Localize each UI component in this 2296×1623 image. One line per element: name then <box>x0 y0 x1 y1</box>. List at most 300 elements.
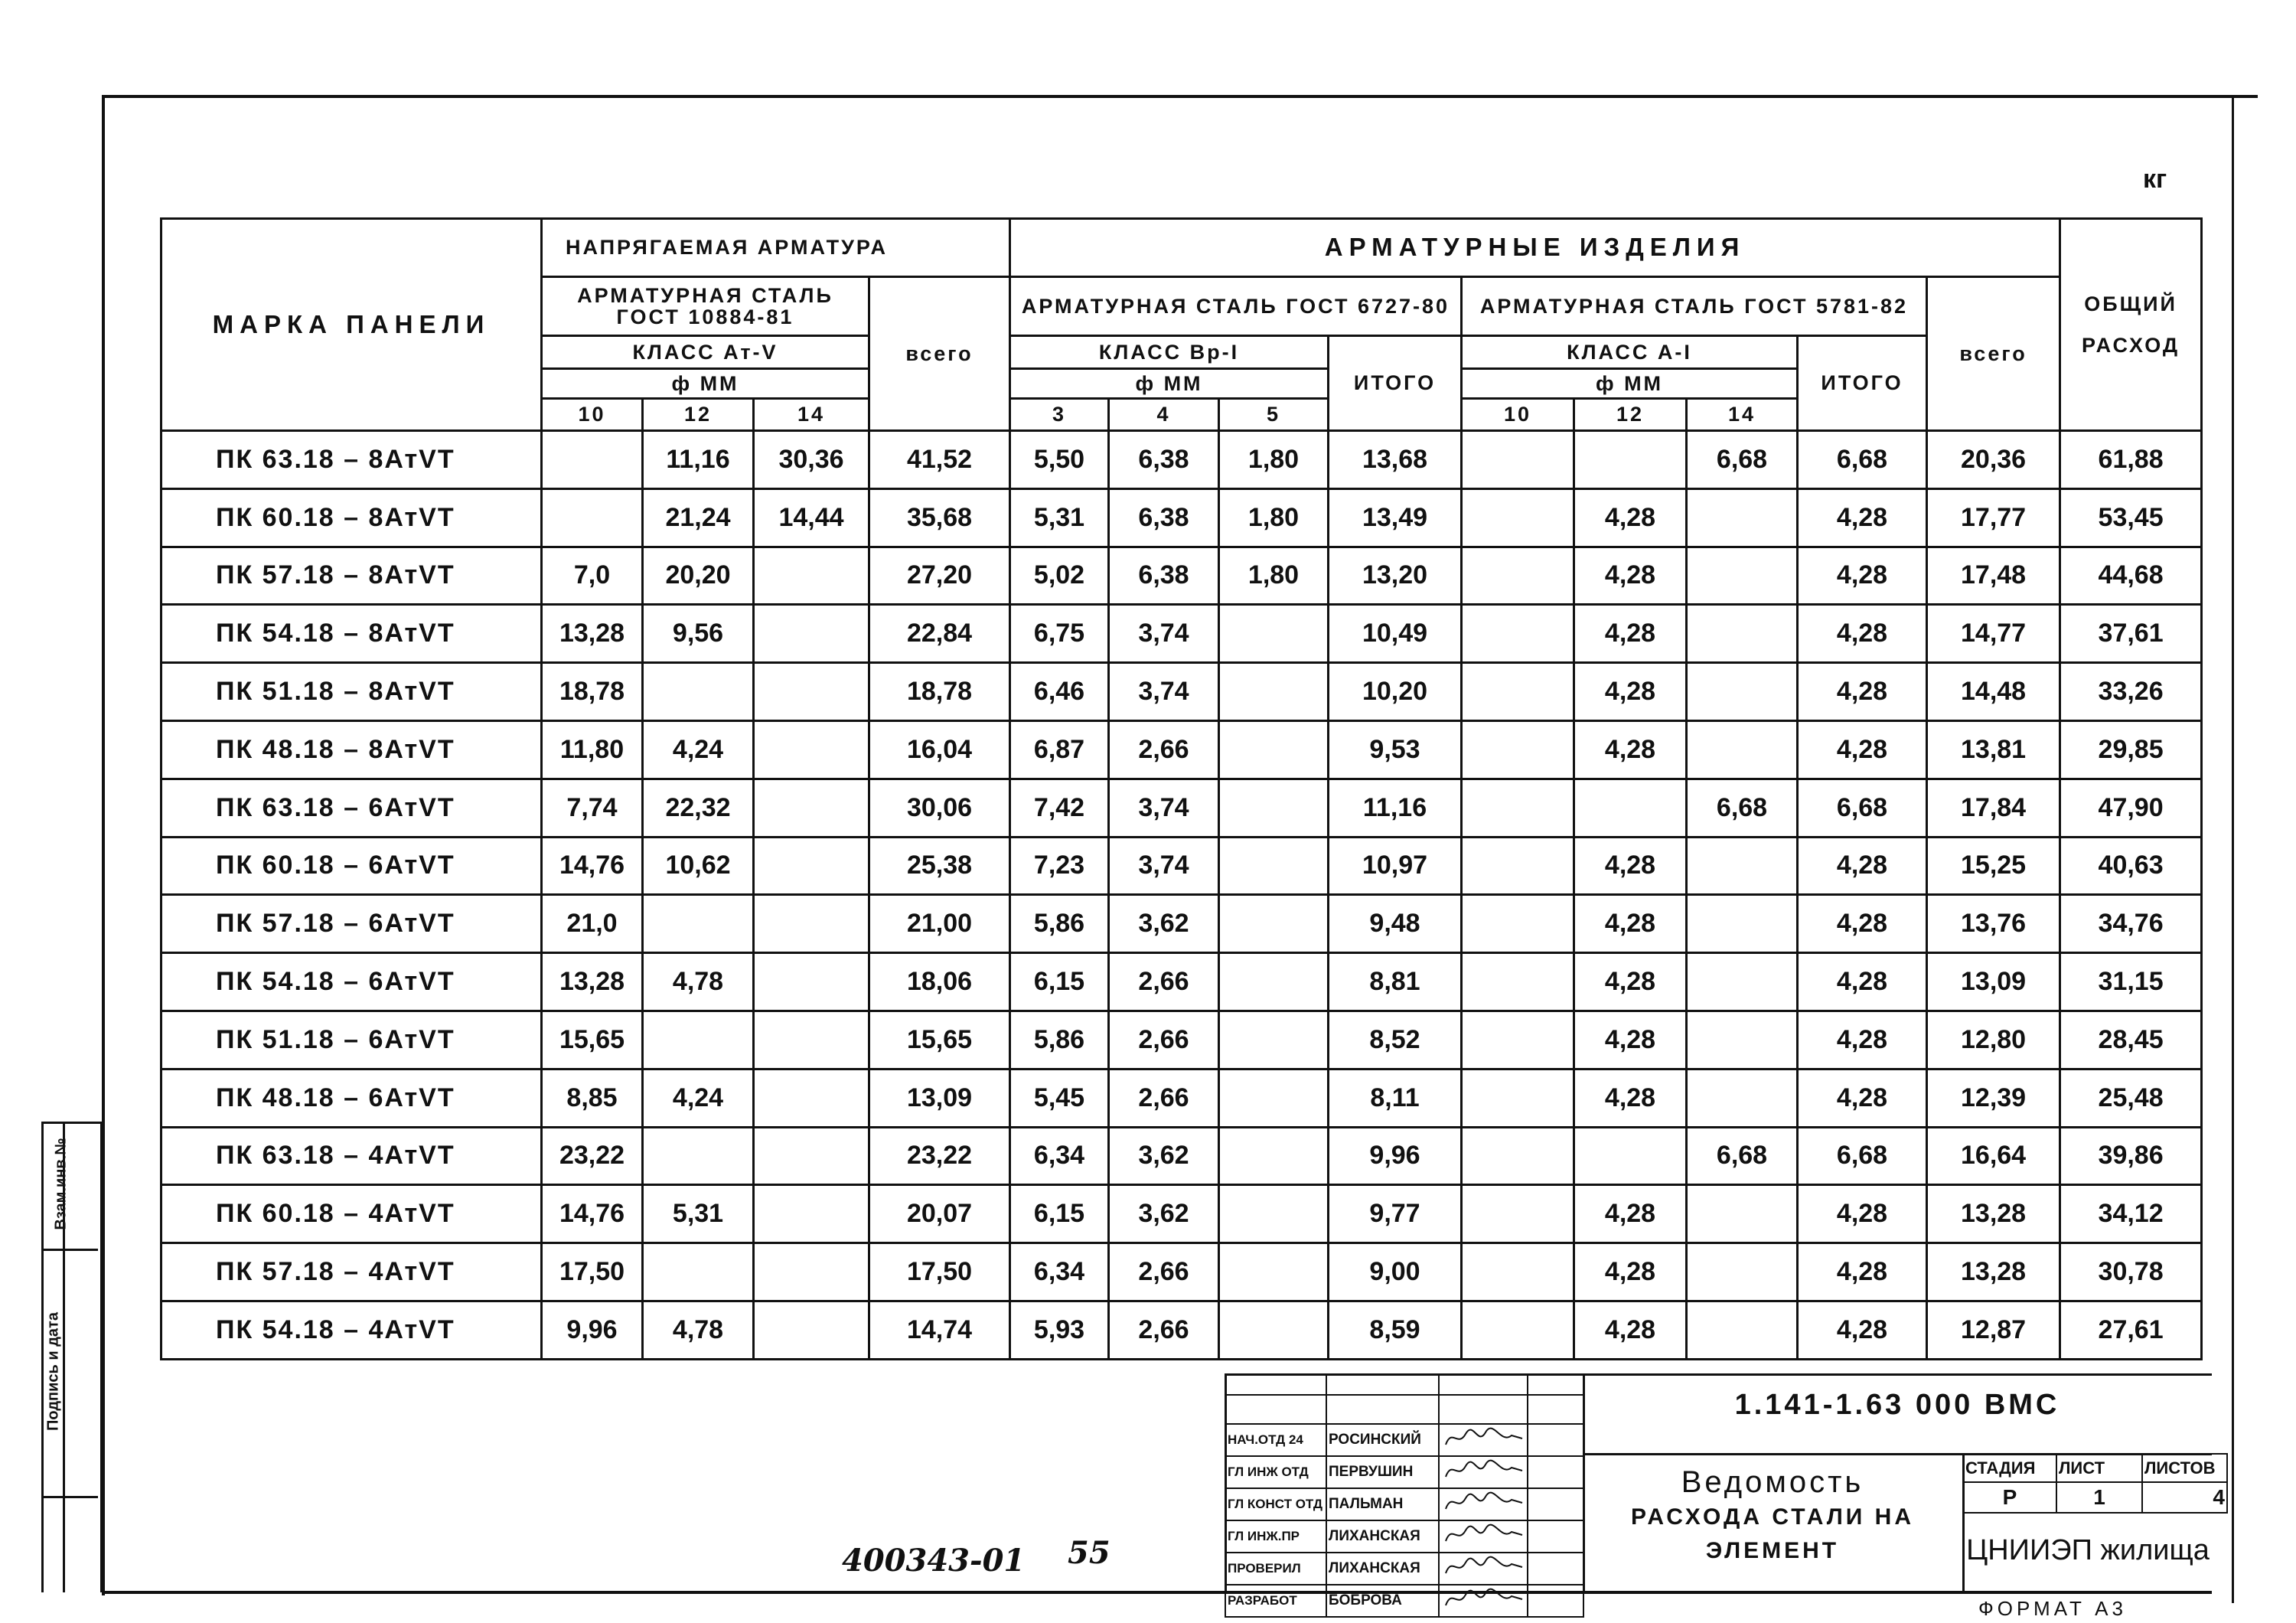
table-row <box>161 1301 2202 1359</box>
value-cell: 41,52 <box>869 431 1010 489</box>
value-cell: 6,75 <box>1010 605 1109 663</box>
signature-name: ЛИХАНСКАЯ <box>1326 1520 1439 1553</box>
panel-mark-cell: ПК 63.18 – 4АтVТ <box>161 1127 542 1185</box>
header-diam: 14 <box>754 399 869 431</box>
panel-mark-cell: ПК 48.18 – 6АтVТ <box>161 1069 542 1127</box>
signature-row <box>1225 1585 1583 1617</box>
value-cell <box>1219 1127 1329 1185</box>
table-row <box>161 1069 2202 1127</box>
value-cell <box>1462 1011 1574 1069</box>
value-cell <box>1687 547 1798 605</box>
value-cell: 2,66 <box>1109 720 1219 779</box>
table-row <box>161 953 2202 1011</box>
signature-role: ГЛ КОНСТ ОТД <box>1225 1488 1326 1520</box>
value-cell: 6,15 <box>1010 1185 1109 1243</box>
handwritten-signature <box>1439 1424 1528 1456</box>
table-row <box>161 663 2202 721</box>
value-cell: 9,48 <box>1329 895 1462 953</box>
side-stamp-divider <box>41 1496 98 1498</box>
value-cell <box>643 895 754 953</box>
signature-role: ГЛ ИНЖ ОТД <box>1225 1456 1326 1488</box>
value-cell <box>754 1011 869 1069</box>
document-code: 1.141-1.63 000 ВМС <box>1734 1389 2060 1421</box>
signature-row <box>1225 1456 1583 1488</box>
value-cell: 4,28 <box>1798 605 1927 663</box>
value-cell: 23,22 <box>869 1127 1010 1185</box>
header-diam: 5 <box>1219 399 1329 431</box>
unit-label: кг <box>2143 165 2167 194</box>
value-cell: 3,62 <box>1109 1185 1219 1243</box>
value-cell: 4,28 <box>1574 1069 1687 1127</box>
panel-mark-cell: ПК 54.18 – 8АтVТ <box>161 605 542 663</box>
value-cell: 20,20 <box>643 547 754 605</box>
handwritten-signature <box>1439 1456 1528 1488</box>
value-cell: 4,28 <box>1574 1243 1687 1301</box>
value-cell <box>1219 1069 1329 1127</box>
value-cell <box>1687 895 1798 953</box>
value-cell <box>1219 605 1329 663</box>
value-cell <box>1687 1301 1798 1359</box>
value-cell: 53,45 <box>2060 488 2202 547</box>
signature-date <box>1528 1520 1583 1553</box>
header-diam: 14 <box>1687 399 1798 431</box>
panel-mark-cell: ПК 54.18 – 4АтVТ <box>161 1301 542 1359</box>
value-cell: 12,80 <box>1927 1011 2060 1069</box>
value-cell <box>1462 837 1574 895</box>
signature-date <box>1528 1553 1583 1585</box>
value-cell: 20,07 <box>869 1185 1010 1243</box>
value-cell: 9,96 <box>1329 1127 1462 1185</box>
value-cell: 22,84 <box>869 605 1010 663</box>
value-cell: 34,12 <box>2060 1185 2202 1243</box>
value-cell <box>1219 895 1329 953</box>
value-cell <box>1462 1243 1574 1301</box>
value-cell: 7,74 <box>542 779 643 837</box>
value-cell: 6,87 <box>1010 720 1109 779</box>
handwritten-inv-number: 400343-01 <box>842 1543 1026 1579</box>
header-prestressed: НАПРЯГАЕМАЯ АРМАТУРА <box>542 219 1010 277</box>
value-cell: 10,62 <box>643 837 754 895</box>
value-cell: 16,64 <box>1927 1127 2060 1185</box>
signature-name: ПАЛЬМАН <box>1326 1488 1439 1520</box>
value-cell: 8,81 <box>1329 953 1462 1011</box>
value-cell: 13,20 <box>1329 547 1462 605</box>
value-cell: 4,28 <box>1798 547 1927 605</box>
value-cell <box>754 837 869 895</box>
value-cell: 3,74 <box>1109 779 1219 837</box>
value-cell: 2,66 <box>1109 953 1219 1011</box>
panel-mark-cell: ПК 60.18 – 8АтVТ <box>161 488 542 547</box>
value-cell: 4,24 <box>643 720 754 779</box>
value-cell: 29,85 <box>2060 720 2202 779</box>
value-cell <box>1462 547 1574 605</box>
value-cell: 5,31 <box>1010 488 1109 547</box>
value-cell <box>754 1069 869 1127</box>
panel-mark-cell: ПК 57.18 – 4АтVТ <box>161 1243 542 1301</box>
header-total-prestressed: всего <box>869 277 1010 431</box>
value-cell <box>1687 605 1798 663</box>
organization-name: ЦНИИЭП жилища <box>1966 1534 2210 1566</box>
side-stamp-sign-date: Подпись и дата <box>44 1312 62 1431</box>
value-cell: 8,11 <box>1329 1069 1462 1127</box>
value-cell: 5,86 <box>1010 895 1109 953</box>
document-title-line3: ЭЛЕМЕНТ <box>1705 1538 1840 1563</box>
table-row <box>161 1185 2202 1243</box>
header-phi-at: ф ММ <box>542 369 869 399</box>
value-cell: 4,28 <box>1798 1243 1927 1301</box>
panel-mark-cell: ПК 63.18 – 8АтVТ <box>161 431 542 489</box>
value-cell: 8,85 <box>542 1069 643 1127</box>
value-cell <box>1687 1011 1798 1069</box>
table-row <box>161 779 2202 837</box>
value-cell: 44,68 <box>2060 547 2202 605</box>
signature-row <box>1225 1488 1583 1520</box>
value-cell: 4,28 <box>1798 1185 1927 1243</box>
value-cell: 11,80 <box>542 720 643 779</box>
header-class-bp: КЛАСС Вр-I <box>1010 336 1329 369</box>
header-phi-bp: ф ММ <box>1010 369 1329 399</box>
value-cell <box>643 1243 754 1301</box>
value-cell: 10,97 <box>1329 837 1462 895</box>
value-cell: 10,49 <box>1329 605 1462 663</box>
value-cell: 3,74 <box>1109 663 1219 721</box>
value-cell <box>1462 1127 1574 1185</box>
value-cell: 13,76 <box>1927 895 2060 953</box>
header-panel-mark: МАРКА ПАНЕЛИ <box>161 219 542 431</box>
value-cell: 9,96 <box>542 1301 643 1359</box>
value-cell: 61,88 <box>2060 431 2202 489</box>
value-cell <box>1219 953 1329 1011</box>
value-cell: 30,06 <box>869 779 1010 837</box>
value-cell: 18,78 <box>542 663 643 721</box>
header-diam: 10 <box>542 399 643 431</box>
value-cell <box>754 1243 869 1301</box>
title-block <box>1225 1373 2225 1620</box>
header-itogo-a: ИТОГО <box>1798 336 1927 431</box>
value-cell: 12,87 <box>1927 1301 2060 1359</box>
stage-value: Р <box>1963 1482 2056 1513</box>
value-cell: 4,28 <box>1574 663 1687 721</box>
value-cell <box>1574 1127 1687 1185</box>
value-cell: 17,48 <box>1927 547 2060 605</box>
value-cell: 13,81 <box>1927 720 2060 779</box>
header-diam: 3 <box>1010 399 1109 431</box>
format-label: ФОРМАТ А3 <box>1978 1597 2127 1620</box>
value-cell: 4,28 <box>1574 1185 1687 1243</box>
value-cell <box>1574 431 1687 489</box>
value-cell: 2,66 <box>1109 1011 1219 1069</box>
header-products: АРМАТУРНЫЕ ИЗДЕЛИЯ <box>1010 219 2060 277</box>
value-cell: 6,68 <box>1687 431 1798 489</box>
value-cell <box>754 1127 869 1185</box>
value-cell: 13,68 <box>1329 431 1462 489</box>
value-cell: 6,38 <box>1109 431 1219 489</box>
value-cell: 4,28 <box>1574 547 1687 605</box>
value-cell: 16,04 <box>869 720 1010 779</box>
sheet-value: 1 <box>2056 1482 2142 1513</box>
panel-mark-cell: ПК 57.18 – 8АтVТ <box>161 547 542 605</box>
value-cell: 39,86 <box>2060 1127 2202 1185</box>
signature-date <box>1528 1456 1583 1488</box>
value-cell: 6,68 <box>1687 779 1798 837</box>
header-grand-total: ОБЩИЙ РАСХОД <box>2060 219 2202 431</box>
value-cell <box>542 488 643 547</box>
document-title-line1: Ведомость <box>1681 1465 1864 1499</box>
signature-row <box>1225 1553 1583 1585</box>
value-cell: 22,32 <box>643 779 754 837</box>
side-stamp-divider <box>41 1249 98 1251</box>
value-cell <box>1219 720 1329 779</box>
value-cell <box>1687 663 1798 721</box>
value-cell <box>1462 895 1574 953</box>
value-cell: 4,28 <box>1798 953 1927 1011</box>
signature-role: ГЛ ИНЖ.ПР <box>1225 1520 1326 1553</box>
value-cell: 4,28 <box>1574 1301 1687 1359</box>
panel-mark-cell: ПК 60.18 – 6АтVТ <box>161 837 542 895</box>
stage-table <box>1962 1453 2228 1514</box>
header-steel-5781: АРМАТУРНАЯ СТАЛЬ ГОСТ 5781-82 <box>1462 277 1927 336</box>
value-cell: 25,48 <box>2060 1069 2202 1127</box>
value-cell: 34,76 <box>2060 895 2202 953</box>
value-cell: 6,15 <box>1010 953 1109 1011</box>
value-cell: 31,15 <box>2060 953 2202 1011</box>
value-cell: 4,28 <box>1798 837 1927 895</box>
value-cell <box>1219 1243 1329 1301</box>
value-cell <box>1462 1069 1574 1127</box>
value-cell: 25,38 <box>869 837 1010 895</box>
header-diam: 4 <box>1109 399 1219 431</box>
value-cell <box>542 431 643 489</box>
value-cell <box>1687 488 1798 547</box>
value-cell: 9,56 <box>643 605 754 663</box>
value-cell <box>754 663 869 721</box>
value-cell: 6,34 <box>1010 1127 1109 1185</box>
value-cell <box>1687 1185 1798 1243</box>
header-diam: 12 <box>643 399 754 431</box>
value-cell: 7,23 <box>1010 837 1109 895</box>
value-cell: 14,77 <box>1927 605 2060 663</box>
header-total-products: всего <box>1927 277 2060 431</box>
value-cell: 15,25 <box>1927 837 2060 895</box>
value-cell <box>1462 605 1574 663</box>
value-cell: 3,62 <box>1109 1127 1219 1185</box>
document-title <box>1583 1465 1962 1564</box>
signature-date <box>1528 1424 1583 1456</box>
table-row <box>161 1011 2202 1069</box>
handwritten-page: 55 <box>1068 1535 1110 1571</box>
value-cell: 27,20 <box>869 547 1010 605</box>
value-cell <box>1462 488 1574 547</box>
value-cell: 4,28 <box>1574 837 1687 895</box>
value-cell <box>1462 1301 1574 1359</box>
value-cell: 4,28 <box>1798 1011 1927 1069</box>
signature-date <box>1528 1488 1583 1520</box>
value-cell <box>754 1185 869 1243</box>
header-phi-a: ф ММ <box>1462 369 1798 399</box>
value-cell: 30,36 <box>754 431 869 489</box>
sheets-label: ЛИСТОВ <box>2142 1454 2227 1482</box>
header-steel-10884: АРМАТУРНАЯ СТАЛЬ ГОСТ 10884-81 <box>542 277 869 336</box>
value-cell: 4,28 <box>1574 605 1687 663</box>
table-row <box>161 488 2202 547</box>
handwritten-signature <box>1439 1488 1528 1520</box>
table-row <box>161 837 2202 895</box>
panel-mark-cell: ПК 60.18 – 4АтVТ <box>161 1185 542 1243</box>
header-class-a: КЛАСС А-I <box>1462 336 1798 369</box>
value-cell <box>1462 1185 1574 1243</box>
value-cell: 5,93 <box>1010 1301 1109 1359</box>
value-cell: 12,39 <box>1927 1069 2060 1127</box>
value-cell: 21,0 <box>542 895 643 953</box>
value-cell <box>1687 1243 1798 1301</box>
value-cell: 2,66 <box>1109 1301 1219 1359</box>
value-cell: 4,78 <box>643 1301 754 1359</box>
value-cell: 21,00 <box>869 895 1010 953</box>
value-cell: 20,36 <box>1927 431 2060 489</box>
signature-role: РАЗРАБОТ <box>1225 1585 1326 1617</box>
value-cell: 14,48 <box>1927 663 2060 721</box>
signature-name: ЛИХАНСКАЯ <box>1326 1553 1439 1585</box>
value-cell: 6,68 <box>1798 1127 1927 1185</box>
value-cell <box>1462 779 1574 837</box>
value-cell: 2,66 <box>1109 1243 1219 1301</box>
value-cell: 47,90 <box>2060 779 2202 837</box>
value-cell: 13,09 <box>1927 953 2060 1011</box>
value-cell: 11,16 <box>643 431 754 489</box>
value-cell: 6,68 <box>1798 779 1927 837</box>
value-cell: 4,28 <box>1798 1301 1927 1359</box>
header-itogo-bp: ИТОГО <box>1329 336 1462 431</box>
value-cell: 1,80 <box>1219 488 1329 547</box>
value-cell: 10,20 <box>1329 663 1462 721</box>
table-body <box>161 431 2202 1360</box>
value-cell: 13,28 <box>542 953 643 1011</box>
panel-mark-cell: ПК 63.18 – 6АтVТ <box>161 779 542 837</box>
value-cell: 4,78 <box>643 953 754 1011</box>
value-cell <box>754 720 869 779</box>
value-cell: 8,59 <box>1329 1301 1462 1359</box>
steel-consumption-table <box>160 217 2203 1360</box>
signature-role: ПРОВЕРИЛ <box>1225 1553 1326 1585</box>
value-cell: 6,68 <box>1687 1127 1798 1185</box>
value-cell: 4,24 <box>643 1069 754 1127</box>
value-cell: 14,74 <box>869 1301 1010 1359</box>
value-cell <box>754 547 869 605</box>
value-cell <box>1219 663 1329 721</box>
value-cell: 4,28 <box>1798 720 1927 779</box>
value-cell: 9,53 <box>1329 720 1462 779</box>
value-cell: 33,26 <box>2060 663 2202 721</box>
header-diam: 10 <box>1462 399 1574 431</box>
value-cell: 9,77 <box>1329 1185 1462 1243</box>
value-cell: 4,28 <box>1574 953 1687 1011</box>
value-cell: 17,50 <box>542 1243 643 1301</box>
value-cell <box>1462 720 1574 779</box>
value-cell <box>1462 431 1574 489</box>
frame-right-line <box>2232 95 2234 1603</box>
value-cell: 17,50 <box>869 1243 1010 1301</box>
panel-mark-cell: ПК 54.18 – 6АтVТ <box>161 953 542 1011</box>
value-cell: 13,49 <box>1329 488 1462 547</box>
value-cell: 37,61 <box>2060 605 2202 663</box>
value-cell: 17,77 <box>1927 488 2060 547</box>
panel-mark-cell: ПК 57.18 – 6АтVТ <box>161 895 542 953</box>
handwritten-signature <box>1439 1585 1528 1617</box>
value-cell <box>754 1301 869 1359</box>
panel-mark-cell: ПК 51.18 – 8АтVТ <box>161 663 542 721</box>
table-row <box>161 720 2202 779</box>
value-cell: 21,24 <box>643 488 754 547</box>
value-cell: 14,44 <box>754 488 869 547</box>
value-cell <box>1687 837 1798 895</box>
value-cell: 28,45 <box>2060 1011 2202 1069</box>
value-cell: 3,62 <box>1109 895 1219 953</box>
value-cell <box>643 1127 754 1185</box>
sheet-label: ЛИСТ <box>2056 1454 2142 1482</box>
value-cell: 4,28 <box>1574 488 1687 547</box>
value-cell: 4,28 <box>1574 1011 1687 1069</box>
value-cell: 4,28 <box>1798 895 1927 953</box>
handwritten-signature <box>1439 1553 1528 1585</box>
table-row <box>161 1127 2202 1185</box>
stage-label: СТАДИЯ <box>1963 1454 2056 1482</box>
value-cell <box>754 779 869 837</box>
value-cell: 13,28 <box>542 605 643 663</box>
value-cell: 3,74 <box>1109 837 1219 895</box>
value-cell: 7,42 <box>1010 779 1109 837</box>
value-cell: 2,66 <box>1109 1069 1219 1127</box>
value-cell: 5,31 <box>643 1185 754 1243</box>
value-cell: 35,68 <box>869 488 1010 547</box>
value-cell: 5,02 <box>1010 547 1109 605</box>
value-cell: 4,28 <box>1798 663 1927 721</box>
value-cell <box>1687 953 1798 1011</box>
signature-name: РОСИНСКИЙ <box>1326 1424 1439 1456</box>
panel-mark-cell: ПК 51.18 – 6АтVТ <box>161 1011 542 1069</box>
signature-name: ПЕРВУШИН <box>1326 1456 1439 1488</box>
value-cell: 5,45 <box>1010 1069 1109 1127</box>
signature-date <box>1528 1585 1583 1617</box>
value-cell: 13,28 <box>1927 1185 2060 1243</box>
value-cell: 6,34 <box>1010 1243 1109 1301</box>
signature-row <box>1225 1520 1583 1553</box>
value-cell <box>1462 953 1574 1011</box>
frame-top-line <box>103 95 2258 98</box>
value-cell: 5,86 <box>1010 1011 1109 1069</box>
value-cell: 3,74 <box>1109 605 1219 663</box>
value-cell: 6,38 <box>1109 547 1219 605</box>
value-cell: 14,76 <box>542 837 643 895</box>
value-cell: 4,28 <box>1574 720 1687 779</box>
value-cell <box>643 1011 754 1069</box>
signature-name: БОБРОВА <box>1326 1585 1439 1617</box>
value-cell <box>1687 720 1798 779</box>
value-cell <box>1219 779 1329 837</box>
value-cell: 4,28 <box>1798 1069 1927 1127</box>
value-cell: 6,38 <box>1109 488 1219 547</box>
sheets-value: 4 <box>2142 1482 2227 1513</box>
value-cell: 4,28 <box>1574 895 1687 953</box>
value-cell: 30,78 <box>2060 1243 2202 1301</box>
panel-mark-cell: ПК 48.18 – 8АтVТ <box>161 720 542 779</box>
document-title-line2: РАСХОДА СТАЛИ НА <box>1630 1504 1915 1530</box>
value-cell: 15,65 <box>869 1011 1010 1069</box>
value-cell: 5,50 <box>1010 431 1109 489</box>
side-stamp-replace-inv: Взам.инв.№ <box>52 1138 70 1230</box>
value-cell <box>754 605 869 663</box>
value-cell: 17,84 <box>1927 779 2060 837</box>
value-cell: 40,63 <box>2060 837 2202 895</box>
